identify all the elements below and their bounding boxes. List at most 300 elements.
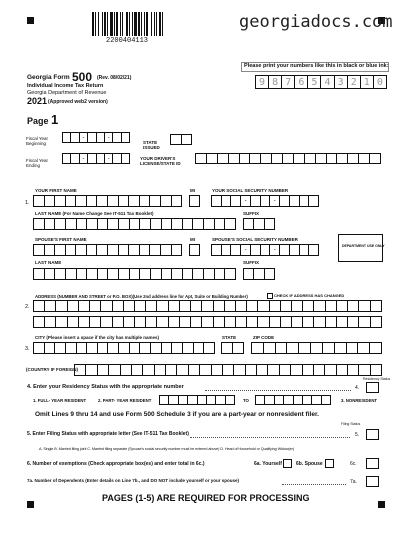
input-cell[interactable] [44, 218, 55, 230]
input-cell[interactable] [67, 300, 78, 312]
input-cell[interactable] [189, 244, 200, 256]
state-issued-input[interactable] [170, 134, 192, 145]
last-name-input[interactable] [33, 218, 236, 230]
input-cell[interactable] [253, 268, 263, 280]
input-cell[interactable] [44, 244, 55, 256]
input-cell[interactable] [118, 218, 129, 230]
input-cell[interactable] [128, 244, 139, 256]
input-cell[interactable] [253, 218, 263, 230]
input-cell[interactable] [286, 342, 298, 354]
input-cell[interactable] [326, 153, 337, 164]
input-cell[interactable] [251, 342, 263, 354]
input-cell[interactable] [347, 316, 358, 328]
input-cell[interactable] [192, 268, 203, 280]
input-cell[interactable] [182, 218, 193, 230]
input-cell[interactable] [97, 268, 108, 280]
input-cell[interactable] [358, 153, 369, 164]
input-cell[interactable] [358, 364, 369, 376]
first-name-input[interactable] [33, 195, 182, 207]
address-changed-checkbox[interactable] [267, 293, 273, 299]
input-cell[interactable] [214, 268, 225, 280]
input-cell[interactable] [228, 153, 239, 164]
input-cell[interactable] [55, 300, 66, 312]
input-cell[interactable] [86, 268, 97, 280]
input-cell[interactable] [150, 218, 161, 230]
input-cell[interactable] [203, 218, 214, 230]
input-cell[interactable] [70, 132, 78, 143]
input-cell[interactable] [75, 195, 86, 207]
fy-begin-input[interactable] [62, 132, 130, 143]
input-cell[interactable] [206, 153, 217, 164]
suffix-input[interactable] [243, 218, 275, 230]
input-cell[interactable] [33, 342, 44, 354]
input-cell[interactable] [203, 268, 214, 280]
input-cell[interactable] [139, 342, 150, 354]
fy-end-input[interactable] [62, 153, 130, 164]
input-cell[interactable] [129, 268, 140, 280]
input-cell[interactable] [250, 244, 260, 256]
input-cell[interactable] [112, 300, 123, 312]
input-cell[interactable] [86, 244, 97, 256]
input-cell[interactable] [190, 316, 201, 328]
input-cell[interactable] [211, 364, 222, 376]
input-cell[interactable] [370, 316, 382, 328]
7a-dependents-input[interactable] [366, 476, 379, 487]
input-cell[interactable] [324, 364, 335, 376]
input-cell[interactable] [222, 364, 233, 376]
input-cell[interactable] [214, 218, 225, 230]
input-cell[interactable] [121, 153, 130, 164]
input-cell[interactable] [154, 364, 165, 376]
input-cell[interactable] [118, 268, 129, 280]
input-cell[interactable] [302, 316, 313, 328]
input-cell[interactable] [33, 300, 44, 312]
input-cell[interactable] [96, 153, 104, 164]
input-cell[interactable] [370, 364, 382, 376]
input-cell[interactable] [206, 395, 215, 405]
input-cell[interactable] [256, 364, 267, 376]
6b-spouse-checkbox[interactable] [325, 459, 334, 468]
input-cell[interactable] [74, 364, 85, 376]
input-cell[interactable] [165, 364, 176, 376]
input-cell[interactable] [44, 316, 55, 328]
input-cell[interactable] [75, 244, 86, 256]
input-cell[interactable] [33, 195, 44, 207]
input-cell[interactable] [62, 132, 70, 143]
input-cell[interactable]: - [240, 244, 250, 256]
input-cell[interactable] [336, 364, 347, 376]
input-cell[interactable] [149, 195, 160, 207]
input-cell[interactable] [87, 153, 95, 164]
input-cell[interactable] [171, 244, 183, 256]
input-cell[interactable] [263, 342, 275, 354]
input-cell[interactable] [107, 218, 118, 230]
input-cell[interactable] [134, 300, 145, 312]
input-cell[interactable] [275, 342, 287, 354]
input-cell[interactable] [280, 316, 291, 328]
input-cell[interactable] [179, 316, 190, 328]
input-cell[interactable] [149, 244, 160, 256]
input-cell[interactable] [142, 364, 153, 376]
input-cell[interactable] [369, 153, 381, 164]
address-line-2-input[interactable] [33, 316, 382, 328]
address-line-1-input[interactable] [33, 300, 382, 312]
input-cell[interactable] [347, 153, 358, 164]
input-cell[interactable] [107, 268, 118, 280]
input-cell[interactable] [192, 218, 203, 230]
input-cell[interactable] [298, 342, 310, 354]
input-cell[interactable] [171, 195, 183, 207]
input-cell[interactable] [233, 364, 244, 376]
input-cell[interactable] [86, 342, 97, 354]
input-cell[interactable] [33, 244, 44, 256]
input-cell[interactable] [279, 244, 289, 256]
input-cell[interactable] [269, 300, 280, 312]
input-cell[interactable] [347, 300, 358, 312]
input-cell[interactable] [274, 395, 283, 405]
input-cell[interactable] [299, 244, 309, 256]
input-cell[interactable] [201, 300, 212, 312]
input-cell[interactable] [310, 342, 322, 354]
input-cell[interactable] [313, 300, 324, 312]
input-cell[interactable] [336, 300, 347, 312]
input-cell[interactable] [304, 153, 315, 164]
input-cell[interactable] [264, 268, 275, 280]
barcode [92, 12, 186, 36]
input-cell[interactable] [322, 342, 334, 354]
input-cell[interactable] [150, 268, 161, 280]
input-cell[interactable] [171, 268, 182, 280]
input-cell[interactable] [128, 195, 139, 207]
input-cell[interactable] [65, 195, 76, 207]
input-cell[interactable] [213, 300, 224, 312]
input-cell[interactable] [201, 316, 212, 328]
input-cell[interactable] [112, 132, 120, 143]
input-cell[interactable] [299, 195, 309, 207]
barcode-bar [95, 12, 96, 36]
input-cell[interactable] [89, 316, 100, 328]
input-cell[interactable] [246, 316, 257, 328]
input-cell[interactable] [311, 395, 320, 405]
input-cell[interactable] [182, 268, 193, 280]
input-cell[interactable] [129, 218, 140, 230]
input-cell[interactable] [302, 364, 313, 376]
input-cell[interactable] [156, 300, 167, 312]
input-cell[interactable] [160, 244, 171, 256]
input-cell[interactable] [358, 316, 369, 328]
input-cell[interactable] [224, 316, 235, 328]
input-cell[interactable]: - [104, 132, 112, 143]
input-cell[interactable] [197, 395, 206, 405]
input-cell[interactable] [211, 244, 221, 256]
input-cell[interactable] [315, 153, 326, 164]
input-cell[interactable] [107, 244, 118, 256]
input-cell[interactable] [107, 195, 118, 207]
input-cell[interactable] [243, 218, 253, 230]
input-cell[interactable]: - [240, 195, 250, 207]
input-cell[interactable] [168, 316, 179, 328]
barcode-bar [98, 12, 99, 36]
spouse-last-name-input[interactable] [33, 268, 236, 280]
input-cell[interactable] [161, 342, 172, 354]
input-cell[interactable] [249, 153, 260, 164]
input-cell[interactable] [215, 395, 224, 405]
input-cell[interactable] [44, 268, 55, 280]
input-cell[interactable] [302, 300, 313, 312]
input-cell[interactable]: - [79, 153, 87, 164]
barcode-bar [141, 12, 142, 36]
input-cell[interactable] [308, 195, 319, 207]
input-cell[interactable] [76, 268, 87, 280]
part-year-from-input[interactable] [159, 395, 235, 405]
input-cell[interactable] [267, 364, 278, 376]
input-cell[interactable] [232, 342, 244, 354]
filing-status-input[interactable] [366, 429, 379, 440]
input-cell[interactable] [168, 300, 179, 312]
input-cell[interactable] [239, 153, 250, 164]
input-cell[interactable] [290, 364, 301, 376]
input-cell[interactable] [346, 342, 358, 354]
input-cell[interactable] [89, 300, 100, 312]
input-cell[interactable] [44, 195, 55, 207]
input-cell[interactable] [97, 342, 108, 354]
input-cell[interactable] [97, 364, 108, 376]
input-cell[interactable]: - [104, 153, 112, 164]
input-cell[interactable] [139, 218, 150, 230]
input-cell[interactable] [87, 132, 95, 143]
input-cell[interactable] [291, 300, 302, 312]
part-year-to-input[interactable] [255, 395, 331, 405]
input-cell[interactable] [358, 300, 369, 312]
input-cell[interactable] [293, 395, 302, 405]
input-cell[interactable] [161, 268, 172, 280]
input-cell[interactable] [255, 395, 264, 405]
input-cell[interactable] [230, 244, 240, 256]
form-rev: (Rev. 08/02/21) [97, 75, 132, 81]
input-cell[interactable] [96, 244, 107, 256]
input-cell[interactable] [225, 395, 235, 405]
input-cell[interactable] [235, 300, 246, 312]
input-cell[interactable] [179, 300, 190, 312]
input-cell[interactable] [131, 364, 142, 376]
input-cell[interactable] [54, 218, 65, 230]
input-cell[interactable] [260, 244, 270, 256]
input-cell[interactable] [230, 195, 240, 207]
zip-input[interactable] [251, 342, 382, 354]
input-cell[interactable] [62, 153, 70, 164]
input-cell[interactable] [213, 316, 224, 328]
input-cell[interactable] [308, 244, 319, 256]
6c-total-input[interactable] [366, 458, 379, 469]
input-cell[interactable] [100, 316, 111, 328]
input-cell[interactable] [121, 132, 130, 143]
input-cell[interactable] [224, 268, 236, 280]
input-cell[interactable] [257, 300, 268, 312]
input-cell[interactable] [321, 395, 331, 405]
input-cell[interactable] [156, 316, 167, 328]
input-cell[interactable] [44, 342, 55, 354]
license-input[interactable] [195, 153, 381, 164]
input-cell[interactable] [118, 244, 129, 256]
input-cell[interactable] [145, 316, 156, 328]
input-cell[interactable] [108, 364, 119, 376]
input-cell[interactable] [118, 342, 129, 354]
input-cell[interactable] [283, 395, 292, 405]
input-cell[interactable] [264, 395, 273, 405]
input-cell[interactable] [325, 300, 336, 312]
input-cell[interactable] [289, 195, 299, 207]
input-cell[interactable] [246, 300, 257, 312]
input-cell[interactable] [44, 300, 55, 312]
input-cell[interactable] [86, 195, 97, 207]
input-cell[interactable] [70, 153, 78, 164]
input-cell[interactable] [189, 195, 200, 207]
input-cell[interactable] [291, 316, 302, 328]
input-cell[interactable] [257, 316, 268, 328]
6a-yourself-checkbox[interactable] [283, 459, 292, 468]
input-cell[interactable] [271, 153, 282, 164]
input-cell[interactable] [280, 300, 291, 312]
input-cell[interactable] [139, 244, 150, 256]
input-cell[interactable] [54, 268, 65, 280]
input-cell[interactable]: - [269, 244, 279, 256]
input-cell[interactable] [100, 300, 111, 312]
residency-status-input[interactable] [366, 382, 379, 393]
input-cell[interactable] [325, 316, 336, 328]
input-cell[interactable] [188, 364, 199, 376]
input-cell[interactable] [123, 300, 134, 312]
input-cell[interactable] [182, 342, 193, 354]
spouse-suffix-input[interactable] [243, 268, 275, 280]
input-cell[interactable] [76, 218, 87, 230]
input-cell[interactable] [139, 268, 150, 280]
input-cell[interactable] [65, 218, 76, 230]
country-input[interactable] [74, 364, 382, 376]
input-cell[interactable] [250, 195, 260, 207]
input-cell[interactable] [264, 218, 275, 230]
input-cell[interactable] [334, 342, 346, 354]
input-cell[interactable] [159, 395, 168, 405]
input-cell[interactable] [139, 195, 150, 207]
ssn-input[interactable] [211, 195, 319, 207]
input-cell[interactable] [65, 244, 76, 256]
spouse-ssn-input[interactable] [211, 244, 319, 256]
input-cell[interactable] [150, 342, 161, 354]
input-cell[interactable] [55, 316, 66, 328]
input-cell[interactable]: - [269, 195, 279, 207]
input-cell[interactable] [85, 364, 96, 376]
input-cell[interactable] [161, 218, 172, 230]
spouse-mi-input[interactable] [189, 244, 200, 256]
input-cell[interactable] [171, 342, 182, 354]
city-input[interactable] [33, 342, 215, 354]
input-cell[interactable] [168, 395, 177, 405]
input-cell[interactable] [112, 153, 120, 164]
input-cell[interactable]: - [79, 132, 87, 143]
input-cell[interactable] [33, 268, 44, 280]
input-cell[interactable] [134, 316, 145, 328]
input-cell[interactable] [54, 342, 65, 354]
input-cell[interactable] [293, 153, 304, 164]
input-cell[interactable] [187, 395, 196, 405]
input-cell[interactable] [357, 342, 369, 354]
state-input[interactable] [221, 342, 244, 354]
input-cell[interactable] [193, 342, 204, 354]
input-cell[interactable] [313, 316, 324, 328]
input-cell[interactable] [145, 300, 156, 312]
input-cell[interactable] [176, 364, 187, 376]
input-cell[interactable] [203, 342, 215, 354]
input-cell[interactable] [370, 300, 382, 312]
input-cell[interactable] [123, 316, 134, 328]
input-cell[interactable] [129, 342, 140, 354]
input-cell[interactable] [313, 364, 324, 376]
input-cell[interactable] [336, 316, 347, 328]
input-cell[interactable] [170, 134, 181, 145]
input-cell[interactable] [76, 342, 87, 354]
input-cell[interactable] [302, 395, 311, 405]
input-cell[interactable] [86, 218, 97, 230]
input-cell[interactable] [65, 268, 76, 280]
input-cell[interactable] [347, 364, 358, 376]
input-cell[interactable] [260, 153, 271, 164]
input-cell[interactable] [195, 153, 206, 164]
input-cell[interactable] [190, 300, 201, 312]
input-cell[interactable] [224, 300, 235, 312]
input-cell[interactable] [279, 195, 289, 207]
input-cell[interactable] [178, 395, 187, 405]
input-cell[interactable] [96, 195, 107, 207]
input-cell[interactable] [54, 195, 65, 207]
input-cell[interactable] [33, 218, 44, 230]
input-cell[interactable] [260, 195, 270, 207]
input-cell[interactable] [282, 153, 293, 164]
input-cell[interactable] [78, 300, 89, 312]
input-cell[interactable] [369, 342, 382, 354]
input-cell[interactable] [171, 218, 182, 230]
input-cell[interactable] [221, 195, 231, 207]
input-cell[interactable] [107, 342, 118, 354]
input-cell[interactable] [243, 268, 253, 280]
input-cell[interactable] [279, 364, 290, 376]
input-cell[interactable] [67, 316, 78, 328]
spouse-first-name-input[interactable] [33, 244, 182, 256]
input-cell[interactable] [235, 316, 246, 328]
input-cell[interactable] [78, 316, 89, 328]
input-cell[interactable] [217, 153, 228, 164]
input-cell[interactable] [97, 218, 108, 230]
input-cell[interactable] [224, 218, 236, 230]
input-cell[interactable] [221, 244, 231, 256]
input-cell[interactable] [336, 153, 347, 164]
input-cell[interactable] [112, 316, 123, 328]
input-cell[interactable] [199, 364, 210, 376]
input-cell[interactable] [181, 134, 193, 145]
input-cell[interactable] [96, 132, 104, 143]
input-cell[interactable] [33, 316, 44, 328]
input-cell[interactable] [160, 195, 171, 207]
mi-input[interactable] [189, 195, 200, 207]
input-cell[interactable] [245, 364, 256, 376]
input-cell[interactable] [221, 342, 232, 354]
input-cell[interactable] [269, 316, 280, 328]
input-cell[interactable] [54, 244, 65, 256]
input-cell[interactable] [118, 195, 129, 207]
input-cell[interactable] [289, 244, 299, 256]
input-cell[interactable] [65, 342, 76, 354]
input-cell[interactable] [120, 364, 131, 376]
input-cell[interactable] [211, 195, 221, 207]
